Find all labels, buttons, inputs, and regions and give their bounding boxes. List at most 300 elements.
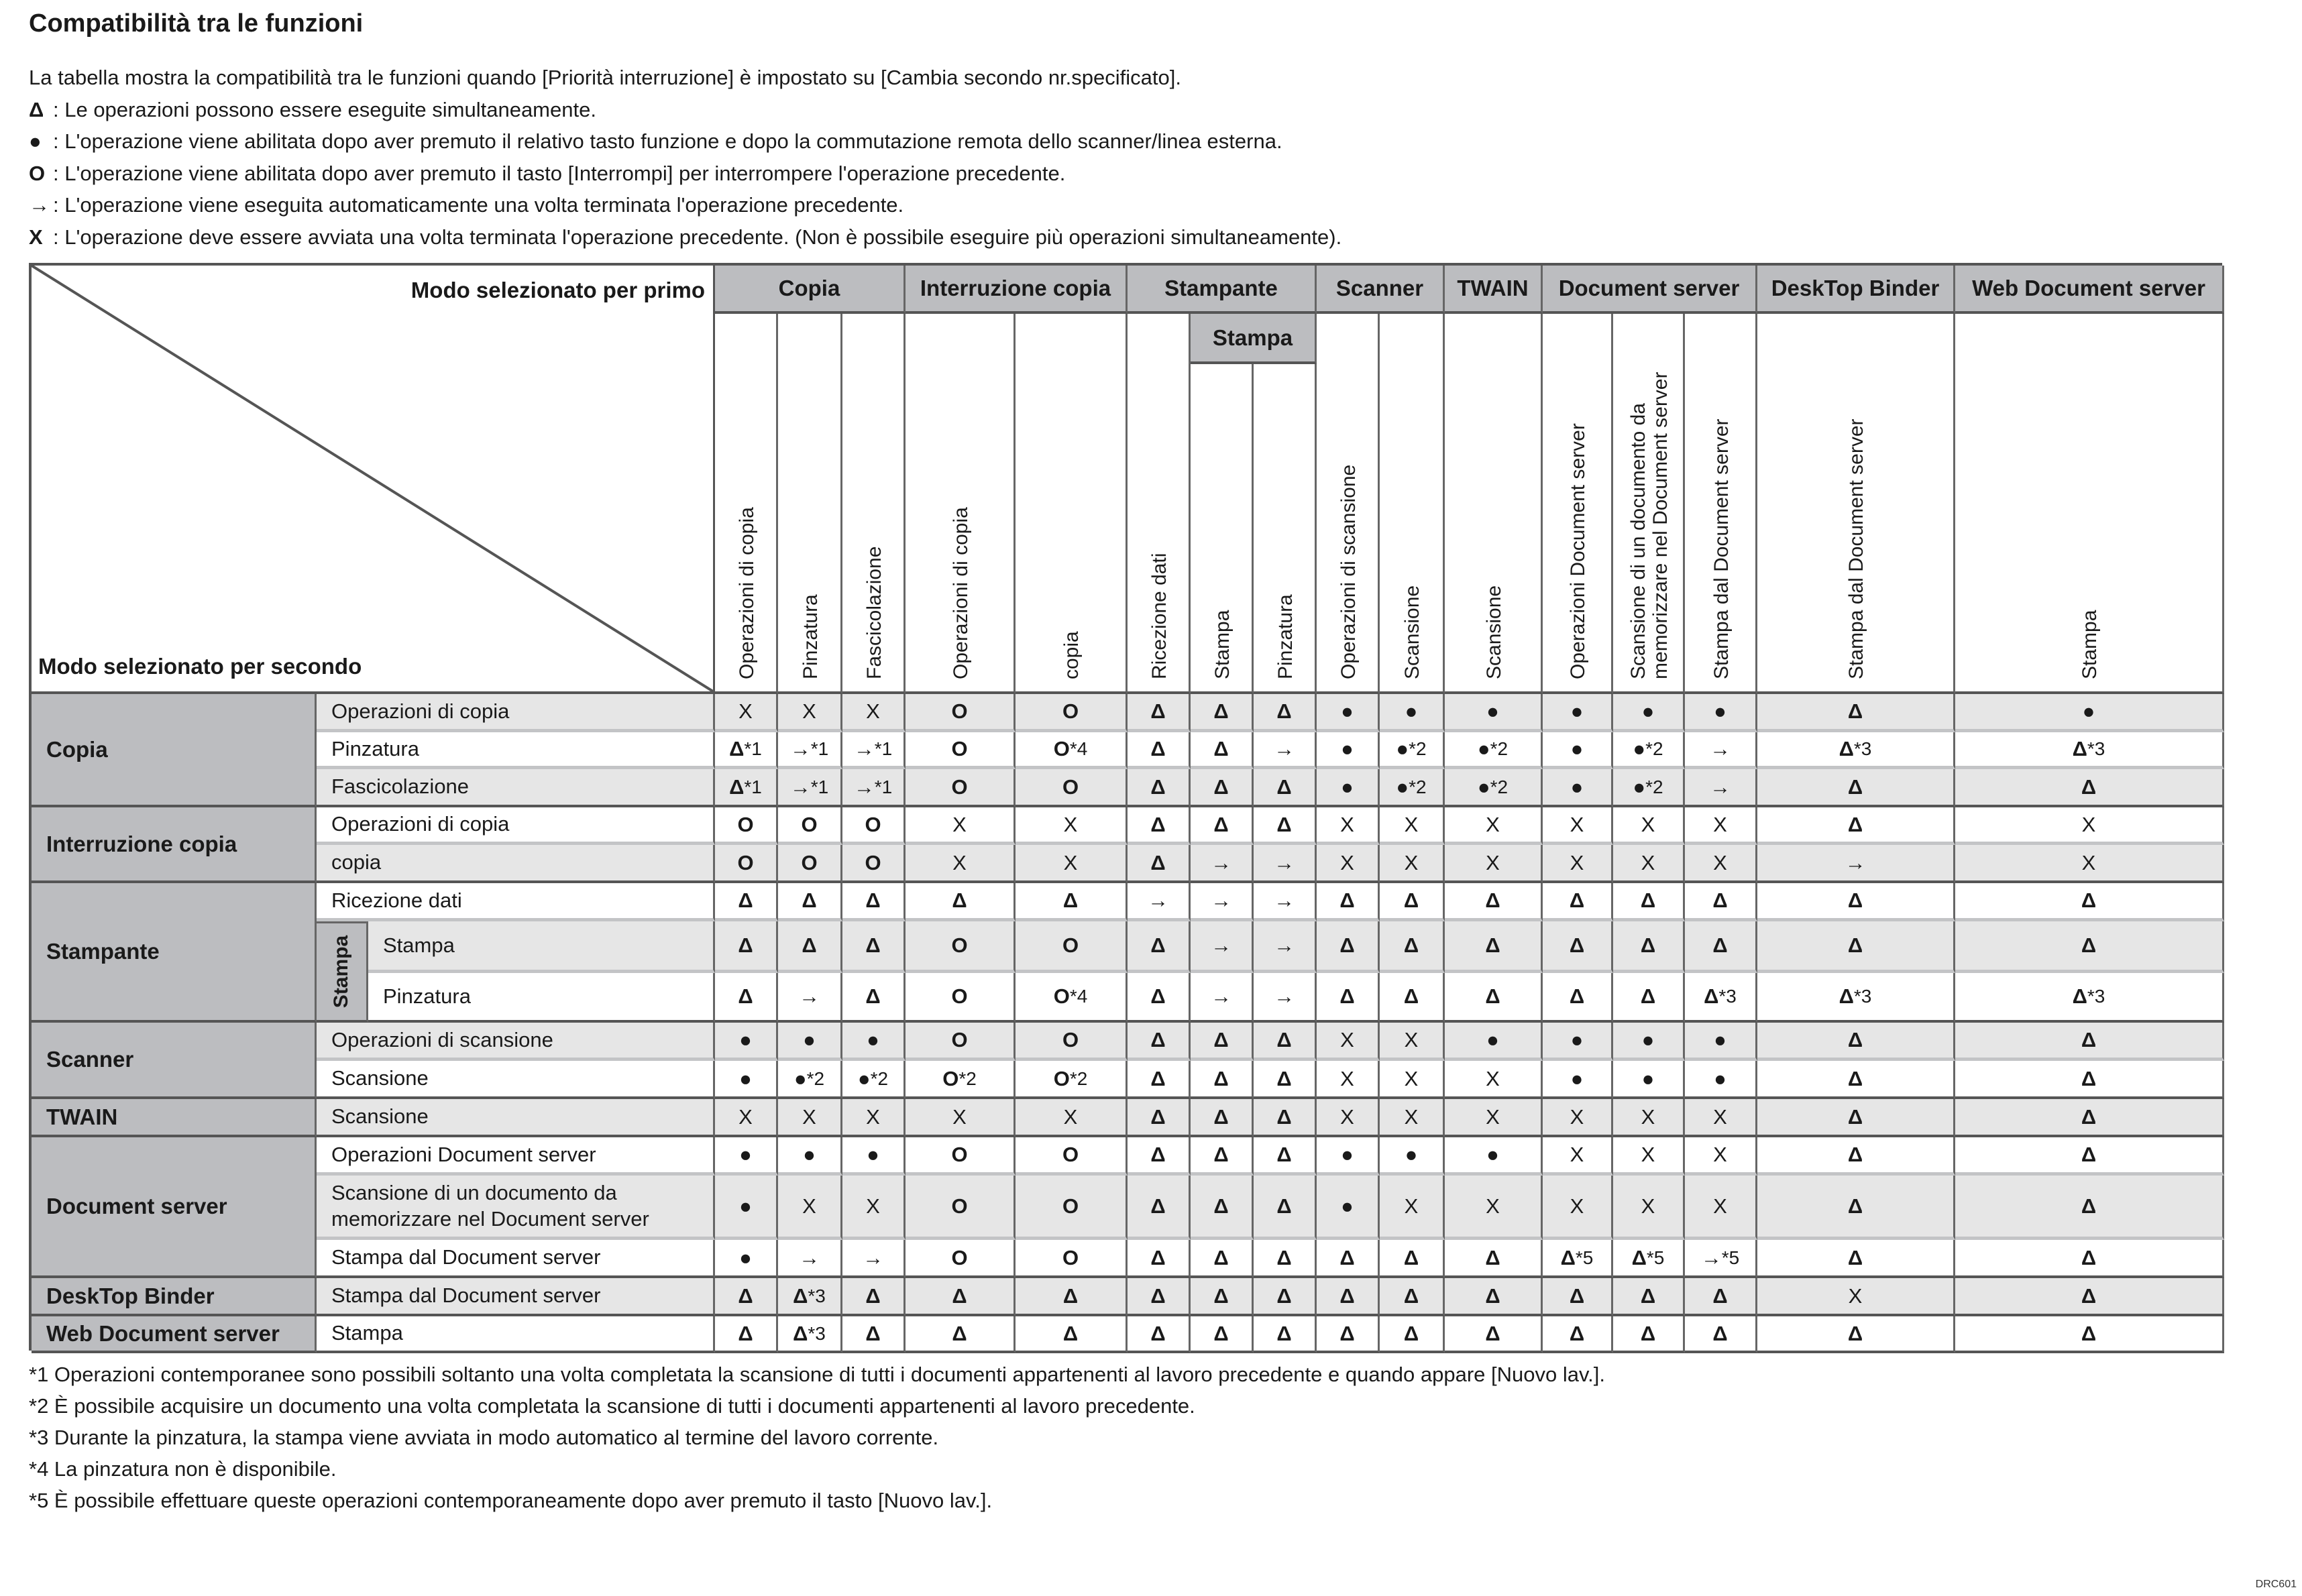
triangle-icon: Δ [1213,1194,1229,1218]
arrow-right-icon: → [1845,850,1866,874]
row-group-header: Document server [32,1137,317,1278]
row-header: Pinzatura [317,732,715,769]
table-cell [778,1278,842,1316]
cross-icon: X [866,1104,880,1129]
row-subgroup-label: Stampa [330,935,352,1009]
triangle-icon: Δ [1569,889,1585,912]
table-cell [1955,973,2224,1023]
table-cell [1955,807,2224,845]
triangle-icon: Δ [1150,1143,1166,1166]
table-cell [1757,1099,1955,1137]
footnote-ref: *2 [1645,738,1663,759]
table-cell [1380,807,1445,845]
cross-icon: X [1570,1143,1584,1166]
open-circle-icon: O [1062,1194,1079,1218]
table-cell [1317,769,1380,807]
column-header-label: Operazioni di copia [735,507,758,679]
triangle-icon: Δ [1712,1321,1728,1345]
triangle-icon: Δ [1062,1284,1079,1308]
table-cell [1543,1099,1613,1137]
table-cell [778,694,842,732]
triangle-icon: Δ [1339,933,1355,957]
arrow-right-icon: → [853,737,875,760]
table-cell [906,1316,1016,1353]
triangle-icon: Δ [1640,1321,1656,1345]
table-cell [1955,1176,2224,1240]
triangle-icon: Δ [2081,889,2097,912]
footnote-ref: *1 [874,738,893,759]
table-cell [1254,1137,1317,1176]
triangle-icon: Δ [1150,1245,1166,1269]
table-cell [1380,1061,1445,1099]
table-cell [1757,1316,1955,1353]
triangle-icon: Δ [1150,1194,1166,1218]
column-header-label: Stampa dal Document server [1845,418,1867,679]
table-cell [1317,1176,1380,1240]
triangle-icon: Δ [793,1284,808,1308]
triangle-icon: Δ [1213,1066,1229,1090]
cross-icon: X [29,225,43,249]
row-header: Pinzatura [368,973,715,1023]
table-cell [1128,1240,1191,1278]
triangle-icon: Δ [1485,1245,1500,1269]
open-circle-icon: O [951,1245,968,1269]
footnote-ref: *1 [744,738,762,759]
open-circle-icon: O [801,812,818,836]
table-cell [1380,1278,1445,1316]
triangle-icon: Δ [1213,1104,1229,1129]
table-cell [1128,694,1191,732]
table-cell [1757,732,1955,769]
table-cell [1016,694,1128,732]
open-circle-icon: O [1062,1143,1079,1166]
cross-icon: X [738,1104,753,1129]
row-group-header: Scanner [32,1023,317,1099]
table-cell [906,1240,1016,1278]
arrow-right-icon: → [789,737,811,760]
triangle-icon: Δ [1403,1321,1419,1345]
table-cell [1543,883,1613,921]
table-cell [1191,1240,1254,1278]
table-cell [906,732,1016,769]
table-cell [906,1023,1016,1061]
table-cell [1317,1061,1380,1099]
table-cell [1380,1240,1445,1278]
table-cell [1445,807,1543,845]
open-circle-icon: O [951,737,968,760]
filled-circle-icon: ● [867,1028,879,1051]
filled-circle-icon: ● [739,1143,752,1166]
filled-circle-icon: ● [1570,699,1584,723]
filled-circle-icon: ● [1633,737,1646,760]
open-circle-icon: O [1062,699,1079,723]
table-cell [1191,694,1254,732]
cross-icon: X [1570,850,1584,874]
table-cell [1128,1099,1191,1137]
table-cell [1317,1316,1380,1353]
row-group-header: Web Document server [32,1316,317,1353]
footnote-ref: *5 [1575,1247,1594,1268]
table-cell [842,1137,906,1176]
triangle-icon: Δ [738,984,753,1008]
triangle-icon: Δ [1150,1066,1166,1090]
table-cell [1191,1278,1254,1316]
table-cell [715,1240,778,1278]
row-header: Stampa dal Document server [317,1278,715,1316]
table-cell [1685,1137,1757,1176]
triangle-icon: Δ [1339,1321,1355,1345]
triangle-icon: Δ [1847,1321,1863,1345]
triangle-icon: Δ [1213,699,1229,723]
table-cell [1380,1137,1445,1176]
table-cell [1955,1137,2224,1176]
triangle-icon: Δ [1213,737,1229,760]
triangle-icon: Δ [952,1284,967,1308]
triangle-icon: Δ [1276,1194,1292,1218]
table-cell [1191,883,1254,921]
triangle-icon: Δ [952,889,967,912]
table-cell [1613,845,1685,883]
triangle-icon: Δ [1847,1104,1863,1129]
column-header-label: Stampa [2079,610,2101,679]
triangle-icon: Δ [1847,1143,1863,1166]
table-cell [1757,1278,1955,1316]
row-header: Scansione [317,1099,715,1137]
cross-icon: X [1570,1104,1584,1129]
triangle-icon: Δ [1485,933,1500,957]
triangle-icon: Δ [1839,984,1854,1008]
table-cell [1128,1137,1191,1176]
cross-icon: X [1486,850,1500,874]
triangle-icon: Δ [1150,1028,1166,1051]
triangle-icon: Δ [2081,1028,2097,1051]
table-cell [1685,883,1757,921]
triangle-icon: Δ [738,1284,753,1308]
triangle-icon: Δ [1276,699,1292,723]
triangle-icon: Δ [2081,1104,2097,1129]
table-cell [1317,1278,1380,1316]
filled-circle-icon: ● [1396,737,1409,760]
table-cell [1317,807,1380,845]
triangle-icon: Δ [1150,737,1166,760]
open-circle-icon: O [1062,1245,1079,1269]
footnote-ref: *2 [870,1068,889,1089]
table-cell [1191,1023,1254,1061]
table-cell [1543,732,1613,769]
footnote-ref: *2 [1490,738,1509,759]
open-circle-icon: O [29,161,46,185]
filled-circle-icon: ● [1341,737,1354,760]
column-header-label: copia [1060,631,1083,679]
filled-circle-icon: ● [739,1194,752,1218]
table-cell [1955,1023,2224,1061]
arrow-right-icon: → [853,775,875,799]
table-cell [1254,732,1317,769]
table-cell [1685,1240,1757,1278]
arrow-right-icon: → [1211,889,1231,912]
triangle-icon: Δ [1213,1284,1229,1308]
table-cell [1757,1240,1955,1278]
filled-circle-icon: ● [1341,699,1354,723]
cross-icon: X [1570,812,1584,836]
footnote-ref: *2 [806,1068,825,1089]
triangle-icon: Δ [1847,1028,1863,1051]
triangle-icon: Δ [1213,1028,1229,1051]
table-cell [1685,694,1757,732]
cross-icon: X [1063,1104,1078,1129]
triangle-icon: Δ [865,933,881,957]
table-cell [715,694,778,732]
triangle-icon: Δ [738,1321,753,1345]
table-cell [1128,921,1191,973]
table-cell [715,845,778,883]
row-header: Operazioni Document server [317,1137,715,1176]
triangle-icon: Δ [1150,699,1166,723]
footnote-ref: *2 [1069,1068,1088,1089]
triangle-icon: Δ [2081,1284,2097,1308]
open-circle-icon: O [951,933,968,957]
filled-circle-icon: ● [1641,1066,1655,1090]
triangle-icon: Δ [1640,933,1656,957]
arrow-right-icon: → [1274,933,1295,957]
table-cell [778,845,842,883]
table-cell [1317,1240,1380,1278]
table-cell [1445,1278,1543,1316]
table-cell [1128,883,1191,921]
open-circle-icon: O [942,1066,959,1090]
table-cell [1016,1023,1128,1061]
triangle-icon: Δ [2081,1194,2097,1218]
table-cell [1380,1316,1445,1353]
triangle-icon: Δ [1403,933,1419,957]
triangle-icon: Δ [729,775,745,799]
table-cell [778,1137,842,1176]
filled-circle-icon: ● [1714,1028,1726,1051]
table-cell [1613,1176,1685,1240]
table-cell [1685,845,1757,883]
table-cell [842,845,906,883]
table-cell [1380,732,1445,769]
arrow-right-icon: → [1211,850,1231,874]
open-circle-icon: O [1062,933,1079,957]
table-cell [1445,883,1543,921]
triangle-icon: Δ [1640,889,1656,912]
table-cell [842,883,906,921]
footnote-ref: *3 [2087,738,2105,759]
table-cell [1543,1278,1613,1316]
filled-circle-icon: ● [1486,1143,1499,1166]
filled-circle-icon: ● [1633,775,1646,799]
table-cell [842,1278,906,1316]
triangle-icon: Δ [2081,775,2097,799]
triangle-icon: Δ [1631,1245,1647,1269]
triangle-icon: Δ [1339,1284,1355,1308]
arrow-right-icon: → [863,1245,883,1269]
cross-icon: X [1404,850,1419,874]
column-header-label: Stampa dal Document server [1710,418,1733,679]
table-cell [1191,1137,1254,1176]
row-header: Stampa dal Document server [317,1240,715,1278]
cross-icon: X [1063,850,1078,874]
cross-icon: X [1340,1066,1354,1090]
table-cell [1543,1316,1613,1353]
triangle-icon: Δ [952,1321,967,1345]
table-cell [1955,845,2224,883]
arrow-right-icon: → [1700,1245,1722,1269]
filled-circle-icon: ● [1405,1143,1418,1166]
row-header: Scansione di un documento da memorizzare nel Document server [317,1176,715,1240]
filled-circle-icon: ● [1570,1066,1584,1090]
filled-circle-icon: ● [1570,1028,1584,1051]
filled-circle-icon: ● [1396,775,1409,799]
table-cell [715,1099,778,1137]
table-cell [1613,1023,1685,1061]
triangle-icon: Δ [29,97,44,121]
legend-item: ● : L'operazione viene abilitata dopo aver premuto il relativo tasto funzione e dopo la commutazione remota dello scanner/linea esterna. [29,125,1341,158]
triangle-icon: Δ [1485,889,1500,912]
arrow-right-icon: → [1148,889,1168,912]
footnote-ref: *3 [1718,986,1737,1007]
table-cell [1685,769,1757,807]
table-cell [906,694,1016,732]
filled-circle-icon: ● [857,1066,871,1090]
table-cell [1757,1023,1955,1061]
table-cell [1016,807,1128,845]
corner-second-label: Modo selezionato per secondo [38,654,362,679]
row-header: Stampa [368,921,715,973]
footnote-ref: *1 [744,776,762,797]
arrow-right-icon: → [799,984,820,1008]
table-cell [1757,845,1955,883]
table-cell [1380,883,1445,921]
triangle-icon: Δ [1847,1194,1863,1218]
cross-icon: X [802,1194,816,1218]
filled-circle-icon: ● [1641,1028,1655,1051]
cross-icon: X [2081,850,2096,874]
table-cell [1317,732,1380,769]
table-cell [1685,973,1757,1023]
legend-item: O : L'operazione viene abilitata dopo aver premuto il tasto [Interrompi] per interrompere l'operazione precedente. [29,158,1341,190]
triangle-icon: Δ [1485,1321,1500,1345]
triangle-icon: Δ [1569,933,1585,957]
open-circle-icon: O [951,699,968,723]
table-cell [715,807,778,845]
table-cell [1317,883,1380,921]
table-cell [1191,921,1254,973]
table-cell [1955,883,2224,921]
triangle-icon: Δ [1847,1245,1863,1269]
column-header-label: Stampa [1211,610,1234,679]
triangle-icon: Δ [1403,1284,1419,1308]
row-header: Operazioni di scansione [317,1023,715,1061]
footnote: *5 È possibile effettuare queste operazioni contemporaneamente dopo aver premuto il tasto [Nuovo lav.]. [29,1489,993,1512]
table-cell [1955,1240,2224,1278]
row-group-header: DeskTop Binder [32,1278,317,1316]
footnote: *4 La pinzatura non è disponibile. [29,1457,337,1481]
table-cell [1016,1278,1128,1316]
table-cell [1445,1240,1543,1278]
row-group-header: Stampante [32,883,317,1023]
table-cell [778,1061,842,1099]
table-cell [1191,1176,1254,1240]
table-cell [1016,883,1128,921]
row-header: Stampa [317,1316,715,1353]
table-cell [1016,845,1128,883]
triangle-icon: Δ [1150,1284,1166,1308]
table-cell [1685,921,1757,973]
arrow-right-icon: → [1274,737,1295,760]
column-group-header: Web Document server [1955,266,2224,314]
table-cell [1613,921,1685,973]
table-cell [1613,973,1685,1023]
table-cell [1128,973,1191,1023]
cross-icon: X [952,812,967,836]
triangle-icon: Δ [1276,1321,1292,1345]
table-cell [842,1240,906,1278]
triangle-icon: Δ [2081,933,2097,957]
column-header-label: Scansione di un documento da memorizzare nel Document server [1627,372,1671,679]
table-cell [715,1137,778,1176]
cross-icon: X [1404,1104,1419,1129]
cross-icon: X [866,699,880,723]
column-group-header: TWAIN [1445,266,1543,314]
cross-icon: X [1570,1194,1584,1218]
table-cell [1254,1099,1317,1137]
triangle-icon: Δ [1276,775,1292,799]
table-cell [906,921,1016,973]
footnote-ref: *2 [1490,776,1509,797]
triangle-icon: Δ [1213,1245,1229,1269]
cross-icon: X [952,850,967,874]
table-cell [1016,973,1128,1023]
table-cell [778,1023,842,1061]
triangle-icon: Δ [1847,775,1863,799]
table-cell [1955,1316,2224,1353]
table-cell [1128,845,1191,883]
table-cell [1317,1023,1380,1061]
filled-circle-icon: ● [739,1245,752,1269]
table-cell [778,973,842,1023]
triangle-icon: Δ [1403,889,1419,912]
table-cell [1445,845,1543,883]
table-cell [1613,694,1685,732]
cross-icon: X [1713,812,1727,836]
triangle-icon: Δ [1213,775,1229,799]
table-cell [1757,1176,1955,1240]
triangle-icon: Δ [1276,1245,1292,1269]
table-cell [842,1061,906,1099]
table-cell [906,807,1016,845]
cross-icon: X [1063,812,1078,836]
arrow-right-icon: → [799,1245,820,1269]
table-cell [1685,732,1757,769]
triangle-icon: Δ [1150,1104,1166,1129]
footnote-ref: *3 [808,1285,826,1306]
row-group-header: Interruzione copia [32,807,317,883]
filled-circle-icon: ● [1570,737,1584,760]
open-circle-icon: O [1053,1066,1070,1090]
row-group-header: Copia [32,694,317,807]
table-cell [1380,769,1445,807]
filled-circle-icon: ● [2082,699,2095,723]
table-cell [842,921,906,973]
triangle-icon: Δ [1569,1284,1585,1308]
open-circle-icon: O [1053,737,1070,760]
filled-circle-icon: ● [739,1028,752,1051]
table-cell [1128,1316,1191,1353]
cross-icon: X [866,1194,880,1218]
arrow-right-icon: → [1274,850,1295,874]
